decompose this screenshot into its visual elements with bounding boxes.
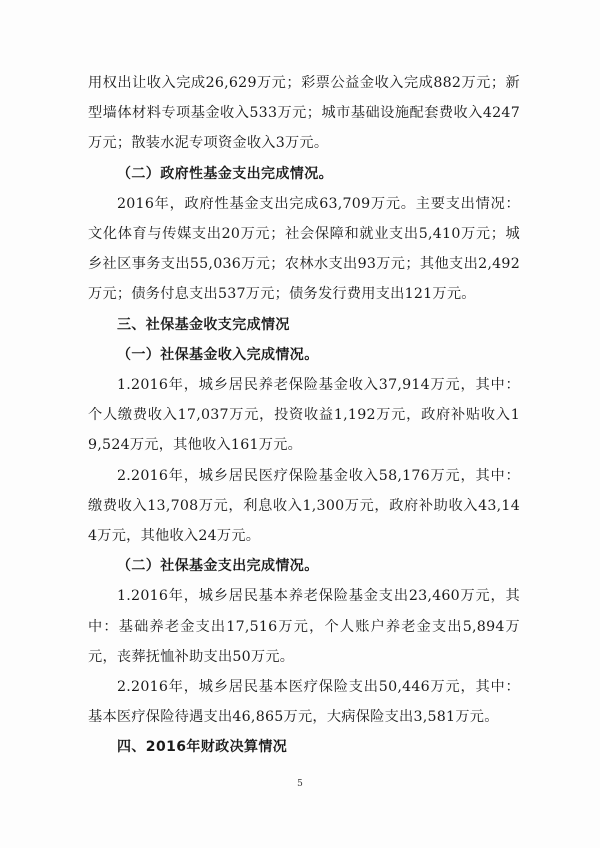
paragraph-fund-expenditure: 2016年，政府性基金支出完成63,709万元。主要支出情况：文化体育与传媒支出20万元；社会保障和就业支出5,410万元；城乡社区事务支出55,036万元；农林水支出93万元；其他支出2,492万元；债务付息支出537万元；债务发行费用支出121万元。 [88, 195, 520, 303]
paragraph-pension-revenue: 1.2016年，城乡居民养老保险基金收入37,914万元，其中：个人缴费收入17,037万元，投资收益1,192万元，政府补贴收入19,524万元，其他收入161万元。 [88, 377, 520, 454]
heading-social-security-revenue: （一）社保基金收入完成情况。 [117, 346, 319, 363]
paragraph-fund-revenue-continued: 用权出让收入完成26,629万元；彩票公益金收入完成882万元；新型墙体材料专项基金收入533万元；城市基础设施配套费收入4247万元；散装水泥专项资金收入3万元。 [88, 75, 520, 152]
document-body [88, 68, 520, 763]
heading-final-accounts: 四、2016年财政决算情况 [117, 739, 288, 756]
paragraph-pension-expenditure: 1.2016年，城乡居民基本养老保险基金支出23,460万元，其中：基础养老金支出17,516万元，个人账户养老金支出5,894万元，丧葬抚恤补助支出50万元。 [88, 588, 520, 665]
heading-social-security-expenditure: （二）社保基金支出完成情况。 [117, 558, 319, 575]
heading-social-security-fund: 三、社保基金收支完成情况 [117, 316, 290, 333]
heading-fund-expenditure: （二）政府性基金支出完成情况。 [117, 165, 333, 182]
page-number: 5 [297, 779, 303, 789]
paragraph-medical-expenditure: 2.2016年，城乡居民基本医疗保险支出50,446万元，其中：基本医疗保险待遇支出46,865万元，大病保险支出3,581万元。 [88, 679, 520, 726]
paragraph-medical-revenue: 2.2016年，城乡居民医疗保险基金收入58,176万元，其中：缴费收入13,708万元，利息收入1,300万元，政府补助收入43,144万元，其他收入24万元。 [88, 467, 520, 545]
